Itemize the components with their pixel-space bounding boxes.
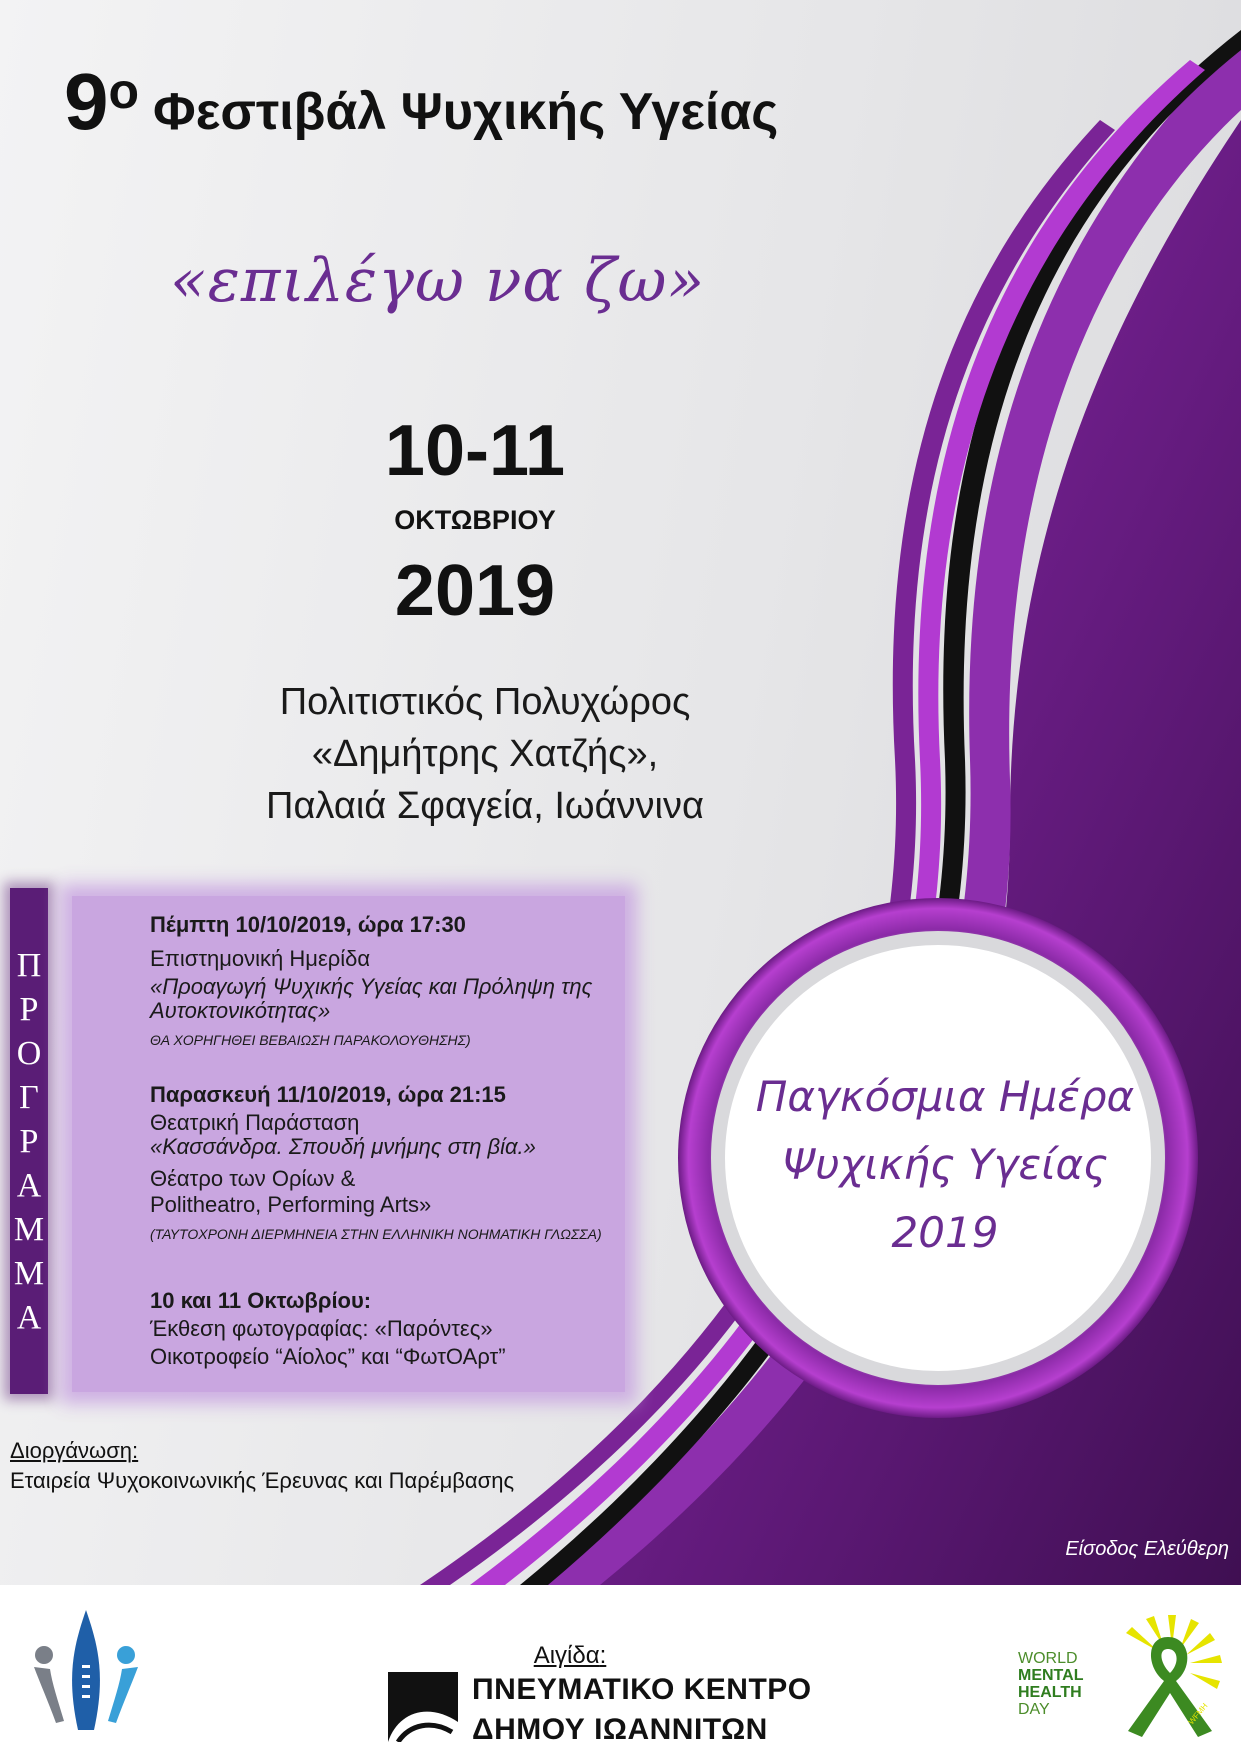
circle-line-2: Ψυχικής Υγείας: [782, 1140, 1108, 1189]
program-letter: Α: [16, 1299, 42, 1336]
event1-title-line2: Αυτοκτονικότητας»: [150, 998, 331, 1023]
footer: [0, 1585, 1241, 1754]
aigida-label: Αιγίδα:: [533, 1642, 607, 1669]
event2-heading: Παρασκευή 11/10/2019, ώρα 21:15: [150, 1082, 506, 1107]
program-letter: Μ: [13, 1255, 45, 1292]
wmhd-word: DAY: [1018, 1701, 1050, 1718]
program-vertical-label: [12, 944, 46, 1340]
program-letter: Μ: [13, 1211, 45, 1248]
organizer-label-text: Διοργάνωση: [10, 1438, 133, 1463]
sponsor-line-2: ΔΗΜΟΥ ΙΩΑΝΝΙΤΩΝ: [472, 1713, 768, 1746]
organizer-name: Εταιρεία Ψυχοκοινωνικής Έρευνας και Παρέμβασης: [10, 1468, 515, 1493]
program-letter: Ο: [16, 1035, 42, 1072]
venue-line-3: Παλαιά Σφαγεία, Ιωάννινα: [266, 785, 704, 827]
event-year: 2019: [394, 551, 556, 631]
program-letter: Γ: [19, 1079, 39, 1116]
program-letter: Π: [16, 947, 42, 984]
festival-name: Φεστιβάλ Ψυχικής Υγείας: [153, 83, 779, 141]
slogan: «επιλέγω να ζω»: [170, 246, 706, 316]
event2-title: «Κασσάνδρα. Σπουδή μνήμης στη βία.»: [150, 1134, 536, 1159]
program-letter: Ρ: [19, 991, 39, 1028]
event1-title-line1: «Προαγωγή Ψυχικής Υγείας και Πρόληψη της: [150, 974, 593, 999]
venue-line-2: «Δημήτρης Χατζής»,: [311, 733, 659, 775]
society-logo-icon: [26, 1605, 146, 1735]
event2-company-line2: Politheatro, Performing Arts»: [150, 1192, 432, 1217]
event-month: ΟΚΤΩΒΡΙΟΥ: [394, 505, 556, 535]
aigida-label-text: Αιγίδα: [533, 1642, 600, 1669]
event3-line1: Έκθεση φωτογραφίας: «Παρόντες»: [150, 1316, 493, 1341]
festival-title: [64, 56, 778, 148]
event2-company-line1: Θέατρο των Ορίων &: [150, 1166, 356, 1191]
program-letter: Α: [16, 1167, 42, 1204]
circle-line-1: Παγκόσμια Ημέρα: [755, 1072, 1135, 1121]
wmhd-word: MENTAL: [1018, 1667, 1084, 1684]
free-entry: Είσοδος Ελεύθερη: [1065, 1538, 1229, 1560]
wmhd-ribbon-text: WFMH: [1186, 1701, 1210, 1727]
circle-line-3: 2019: [891, 1208, 999, 1257]
event2-note: (ΤΑΥΤΟΧΡΟΝΗ ΔΙΕΡΜΗΝΕΙΑ ΣΤΗΝ ΕΛΛΗΝΙΚΗ ΝΟΗΜΑΤΙΚΗ ΓΛΩΣΣΑ): [150, 1226, 602, 1242]
event3-line2: Οικοτροφείο “Αίολος” και “ΦωτΟΑρτ”: [150, 1344, 506, 1369]
venue-line-1: Πολιτιστικός Πολυχώρος: [279, 681, 691, 723]
event-days: 10-11: [384, 411, 566, 491]
event2-type: Θεατρική Παράσταση: [150, 1110, 360, 1135]
program-box: [72, 896, 625, 1392]
program-letter: Ρ: [19, 1123, 39, 1160]
sponsor-line-1: ΠΝΕΥΜΑΤΙΚΟ ΚΕΝΤΡΟ: [472, 1673, 812, 1706]
event1-heading: Πέμπτη 10/10/2019, ώρα 17:30: [150, 912, 466, 937]
organizer-label: Διοργάνωση:: [10, 1438, 139, 1463]
wmhd-text: [1018, 1650, 1083, 1718]
event1-note: ΘΑ ΧΟΡΗΓΗΘΕΙ ΒΕΒΑΙΩΣΗ ΠΑΡΑΚΟΛΟΥΘΗΣΗΣ): [150, 1032, 471, 1048]
edition-number: 9: [64, 57, 109, 146]
wmhd-ribbon-logo-icon: [1106, 1607, 1230, 1741]
wmhd-word: WORLD: [1018, 1650, 1078, 1667]
event3-heading: 10 και 11 Οκτωβρίου:: [150, 1288, 372, 1313]
event1-type: Επιστημονική Ημερίδα: [150, 946, 371, 971]
wmhd-word: HEALTH: [1018, 1684, 1082, 1701]
edition-superscript: ο: [108, 63, 140, 119]
spiritual-centre-logo-icon: [388, 1672, 458, 1742]
